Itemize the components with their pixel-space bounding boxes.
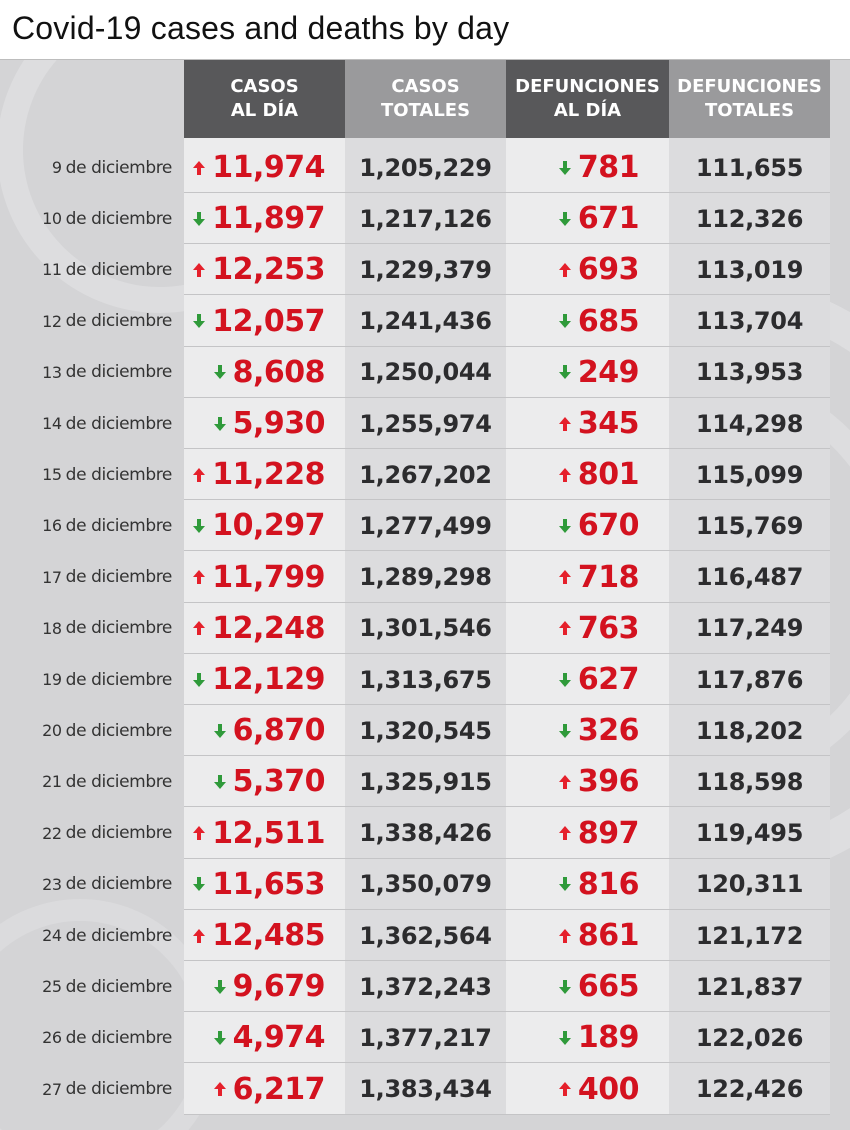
cases-total-value: 1,241,436 [359,307,492,336]
date-month: de diciembre [65,720,172,741]
header-casos-al-dia: CASOS AL DÍA [184,60,345,138]
deaths-total-cell [669,1012,830,1063]
deaths-total-value: 118,598 [695,767,804,796]
date-day: 26 [42,1028,62,1048]
table-row [0,244,850,295]
date-day: 11 [42,260,62,280]
arrow-down-icon [213,416,227,432]
header-defunciones-totales: DEFUNCIONES TOTALES [669,60,830,138]
date-day: 17 [42,567,62,587]
cases-day-cell [184,961,345,1012]
cases-total-cell [345,603,506,654]
date-day: 22 [42,823,62,843]
date-month: de diciembre [65,976,172,997]
table-row [0,603,850,654]
deaths-day-value: 396 [577,764,639,800]
arrow-down-icon [558,211,572,227]
cases-day-value: 12,511 [212,815,325,851]
deaths-total-value: 111,655 [695,153,804,182]
deaths-total-value: 120,311 [695,870,804,899]
cases-day-cell [184,756,345,807]
cases-total-cell [345,142,506,193]
table-row [0,347,850,398]
deaths-day-value: 897 [577,815,639,851]
date-label [42,1064,172,1115]
deaths-total-cell [669,142,830,193]
date-label [42,552,172,603]
cases-day-cell [184,808,345,859]
table-row [0,961,850,1012]
cases-total-value: 1,377,217 [359,1023,492,1052]
deaths-total-value: 112,326 [695,204,804,233]
arrow-down-icon [558,876,572,892]
date-day: 21 [42,772,62,792]
arrow-down-icon [213,364,227,380]
cases-day-cell [184,142,345,193]
cases-total-cell [345,1064,506,1115]
cases-total-value: 1,255,974 [359,409,492,438]
cases-total-value: 1,267,202 [359,460,492,489]
arrow-up-icon [213,1081,227,1097]
date-month: de diciembre [65,567,172,588]
deaths-day-value: 665 [577,969,639,1005]
cases-total-value: 1,313,675 [359,665,492,694]
cases-total-cell [345,705,506,756]
cases-total-value: 1,383,434 [359,1075,492,1104]
deaths-day-cell [506,603,669,654]
deaths-total-cell [669,1064,830,1115]
date-month: de diciembre [65,157,172,178]
cases-total-value: 1,229,379 [359,255,492,284]
cases-total-value: 1,205,229 [359,153,492,182]
deaths-day-cell [506,1012,669,1063]
deaths-total-value: 114,298 [695,409,804,438]
deaths-day-cell [506,244,669,295]
date-label [42,603,172,654]
date-day: 15 [42,465,62,485]
table-row [0,552,850,603]
deaths-total-value: 121,837 [695,972,804,1001]
arrow-up-icon [558,928,572,944]
deaths-total-value: 121,172 [695,921,804,950]
cases-total-value: 1,250,044 [359,358,492,387]
date-label [42,347,172,398]
cases-total-cell [345,859,506,910]
cases-day-cell [184,705,345,756]
deaths-total-value: 113,704 [695,307,804,336]
deaths-day-cell [506,654,669,705]
page-title: Covid-19 cases and deaths by day [12,10,510,46]
cases-total-value: 1,320,545 [359,716,492,745]
cases-total-cell [345,449,506,500]
cases-day-value: 6,870 [232,713,325,749]
header-casos-totales: CASOS TOTALES [345,60,506,138]
cases-day-cell [184,1012,345,1063]
arrow-up-icon [558,569,572,585]
date-month: de diciembre [65,618,172,639]
cases-day-cell [184,552,345,603]
date-day: 10 [42,209,62,229]
deaths-total-value: 122,426 [695,1075,804,1104]
table-row [0,1012,850,1063]
date-day: 12 [42,311,62,331]
cases-day-value: 4,974 [232,1020,325,1056]
deaths-total-cell [669,398,830,449]
date-month: de diciembre [65,311,172,332]
cases-total-cell [345,654,506,705]
deaths-day-value: 781 [577,150,639,185]
cases-day-cell [184,449,345,500]
deaths-total-cell [669,705,830,756]
deaths-day-value: 693 [577,252,639,288]
cases-total-cell [345,910,506,961]
date-label [42,193,172,244]
cases-day-cell [184,654,345,705]
date-day: 19 [42,670,62,689]
table-row [0,859,850,910]
date-day: 23 [42,874,62,894]
cases-day-value: 12,485 [212,918,325,953]
cases-total-value: 1,277,499 [359,511,492,540]
arrow-up-icon [192,825,206,841]
cases-day-cell [184,859,345,910]
date-month: de diciembre [65,823,172,844]
date-label [42,1012,172,1063]
cases-day-value: 11,974 [212,150,325,185]
arrow-up-icon [558,1081,572,1097]
arrow-down-icon [192,518,206,534]
cases-total-cell [345,756,506,807]
arrow-up-icon [192,467,206,483]
arrow-down-icon [558,518,572,534]
cases-total-cell [345,296,506,347]
date-month: de diciembre [65,925,172,946]
arrow-up-icon [192,620,206,636]
deaths-day-value: 763 [577,610,639,646]
deaths-day-value: 816 [577,866,639,902]
deaths-total-cell [669,296,830,347]
table-row [0,296,850,347]
date-day: 9 [51,158,62,177]
date-label [42,654,172,705]
table-row [0,910,850,961]
cases-total-cell [345,193,506,244]
date-month: de diciembre [65,874,172,895]
deaths-total-cell [669,756,830,807]
cases-day-value: 8,608 [232,354,325,390]
deaths-day-cell [506,296,669,347]
arrow-down-icon [192,876,206,892]
deaths-total-cell [669,910,830,961]
arrow-down-icon [213,1030,227,1046]
cases-day-cell [184,398,345,449]
deaths-total-value: 119,495 [695,819,804,848]
deaths-day-value: 718 [577,559,639,595]
arrow-up-icon [192,262,206,278]
deaths-day-value: 685 [577,303,639,339]
deaths-total-cell [669,552,830,603]
cases-day-value: 12,253 [212,252,325,288]
deaths-total-value: 117,876 [695,665,804,694]
deaths-day-value: 249 [577,354,639,390]
deaths-total-cell [669,808,830,859]
cases-day-cell [184,193,345,244]
cases-total-cell [345,500,506,551]
cases-day-cell [184,244,345,295]
arrow-down-icon [192,313,206,329]
arrow-down-icon [192,211,206,227]
deaths-day-cell [506,500,669,551]
deaths-day-value: 326 [577,713,639,749]
arrow-up-icon [558,262,572,278]
date-month: de diciembre [65,669,172,690]
date-label [42,449,172,500]
deaths-day-cell [506,961,669,1012]
deaths-day-value: 400 [577,1071,639,1107]
table-row [0,1064,850,1115]
deaths-total-cell [669,449,830,500]
cases-total-cell [345,961,506,1012]
arrow-up-icon [192,569,206,585]
deaths-day-cell [506,1064,669,1115]
cases-total-value: 1,350,079 [359,870,492,899]
deaths-total-cell [669,193,830,244]
arrow-up-icon [192,928,206,944]
deaths-total-value: 116,487 [695,563,804,592]
deaths-day-cell [506,347,669,398]
date-label [42,756,172,807]
arrow-down-icon [213,979,227,995]
deaths-total-cell [669,654,830,705]
arrow-down-icon [558,313,572,329]
table-row [0,654,850,705]
deaths-total-cell [669,961,830,1012]
cases-day-cell [184,1064,345,1115]
cases-day-value: 11,799 [212,559,325,595]
cases-day-value: 12,129 [212,662,325,697]
date-label [42,808,172,859]
cases-total-value: 1,362,564 [359,921,492,950]
date-month: de diciembre [65,464,172,485]
date-day: 25 [42,977,62,997]
cases-total-value: 1,301,546 [359,614,492,643]
cases-day-value: 11,228 [212,457,325,493]
row-divider [184,1114,830,1115]
cases-day-cell [184,603,345,654]
cases-total-cell [345,808,506,859]
deaths-day-value: 189 [577,1020,639,1056]
cases-day-value: 6,217 [232,1071,325,1107]
cases-total-cell [345,398,506,449]
arrow-down-icon [213,723,227,739]
table-header [0,60,850,138]
arrow-down-icon [192,672,206,688]
deaths-day-cell [506,552,669,603]
deaths-total-value: 115,769 [695,511,804,540]
deaths-total-cell [669,244,830,295]
cases-day-value: 10,297 [212,508,325,544]
cases-total-cell [345,552,506,603]
deaths-day-cell [506,398,669,449]
arrow-up-icon [192,160,206,176]
deaths-day-cell [506,705,669,756]
cases-total-cell [345,1012,506,1063]
cases-day-value: 12,057 [212,303,325,339]
date-day: 27 [42,1079,62,1099]
table-row [0,449,850,500]
date-month: de diciembre [65,413,172,434]
arrow-up-icon [558,825,572,841]
arrow-down-icon [558,672,572,688]
deaths-day-value: 345 [577,406,639,441]
cases-day-cell [184,910,345,961]
table-row [0,398,850,449]
arrow-up-icon [558,620,572,636]
date-month: de diciembre [65,208,172,229]
date-label [42,244,172,295]
arrow-down-icon [558,364,572,380]
deaths-day-cell [506,142,669,193]
deaths-day-value: 801 [577,457,639,493]
cases-total-cell [345,244,506,295]
date-month: de diciembre [65,515,172,536]
table-row [0,193,850,244]
deaths-total-value: 115,099 [695,460,804,489]
deaths-day-value: 671 [577,201,639,237]
cases-total-value: 1,289,298 [359,563,492,592]
table-row [0,808,850,859]
cases-day-value: 11,897 [212,201,325,237]
arrow-up-icon [558,774,572,790]
date-day: 16 [42,516,62,536]
cases-total-cell [345,347,506,398]
cases-total-value: 1,338,426 [359,819,492,848]
deaths-day-value: 861 [577,918,639,953]
deaths-day-cell [506,756,669,807]
table-row [0,500,850,551]
deaths-day-value: 670 [577,508,639,544]
date-label [42,500,172,551]
date-label [42,296,172,347]
deaths-total-cell [669,500,830,551]
deaths-day-cell [506,859,669,910]
cases-total-value: 1,217,126 [359,204,492,233]
arrow-down-icon [558,723,572,739]
deaths-day-cell [506,449,669,500]
date-month: de diciembre [65,1079,172,1100]
table-row [0,756,850,807]
deaths-day-value: 627 [577,662,639,697]
cases-day-value: 12,248 [212,610,325,646]
deaths-total-cell [669,859,830,910]
date-day: 18 [42,618,62,638]
deaths-day-cell [506,808,669,859]
arrow-down-icon [213,774,227,790]
date-label [42,398,172,449]
cases-day-cell [184,347,345,398]
title-bar [0,0,850,60]
header-defunciones-al-dia: DEFUNCIONES AL DÍA [506,60,669,138]
date-label [42,910,172,961]
cases-day-value: 9,679 [232,969,325,1005]
date-month: de diciembre [65,771,172,792]
arrow-down-icon [558,1030,572,1046]
arrow-up-icon [558,467,572,483]
arrow-up-icon [558,416,572,432]
arrow-down-icon [558,160,572,176]
date-day: 13 [42,362,62,382]
cases-day-value: 11,653 [212,866,325,902]
date-day: 20 [42,721,62,741]
table-row [0,142,850,193]
cases-total-value: 1,325,915 [359,767,492,796]
arrow-down-icon [558,979,572,995]
deaths-total-value: 118,202 [695,716,804,745]
date-label [42,961,172,1012]
cases-day-cell [184,296,345,347]
deaths-total-cell [669,347,830,398]
deaths-total-value: 113,953 [695,358,804,387]
date-label [42,859,172,910]
date-month: de diciembre [65,1027,172,1048]
deaths-total-value: 113,019 [695,255,804,284]
date-month: de diciembre [65,362,172,383]
deaths-day-cell [506,193,669,244]
cases-day-value: 5,370 [232,764,325,800]
date-label [42,705,172,756]
cases-total-value: 1,372,243 [359,972,492,1001]
cases-day-value: 5,930 [232,406,325,441]
date-day: 24 [42,926,62,945]
deaths-total-value: 117,249 [695,614,804,643]
date-month: de diciembre [65,259,172,280]
cases-day-cell [184,500,345,551]
deaths-total-cell [669,603,830,654]
deaths-day-cell [506,910,669,961]
date-label [52,142,172,193]
deaths-total-value: 122,026 [695,1023,804,1052]
date-day: 14 [42,414,62,433]
table-row [0,705,850,756]
